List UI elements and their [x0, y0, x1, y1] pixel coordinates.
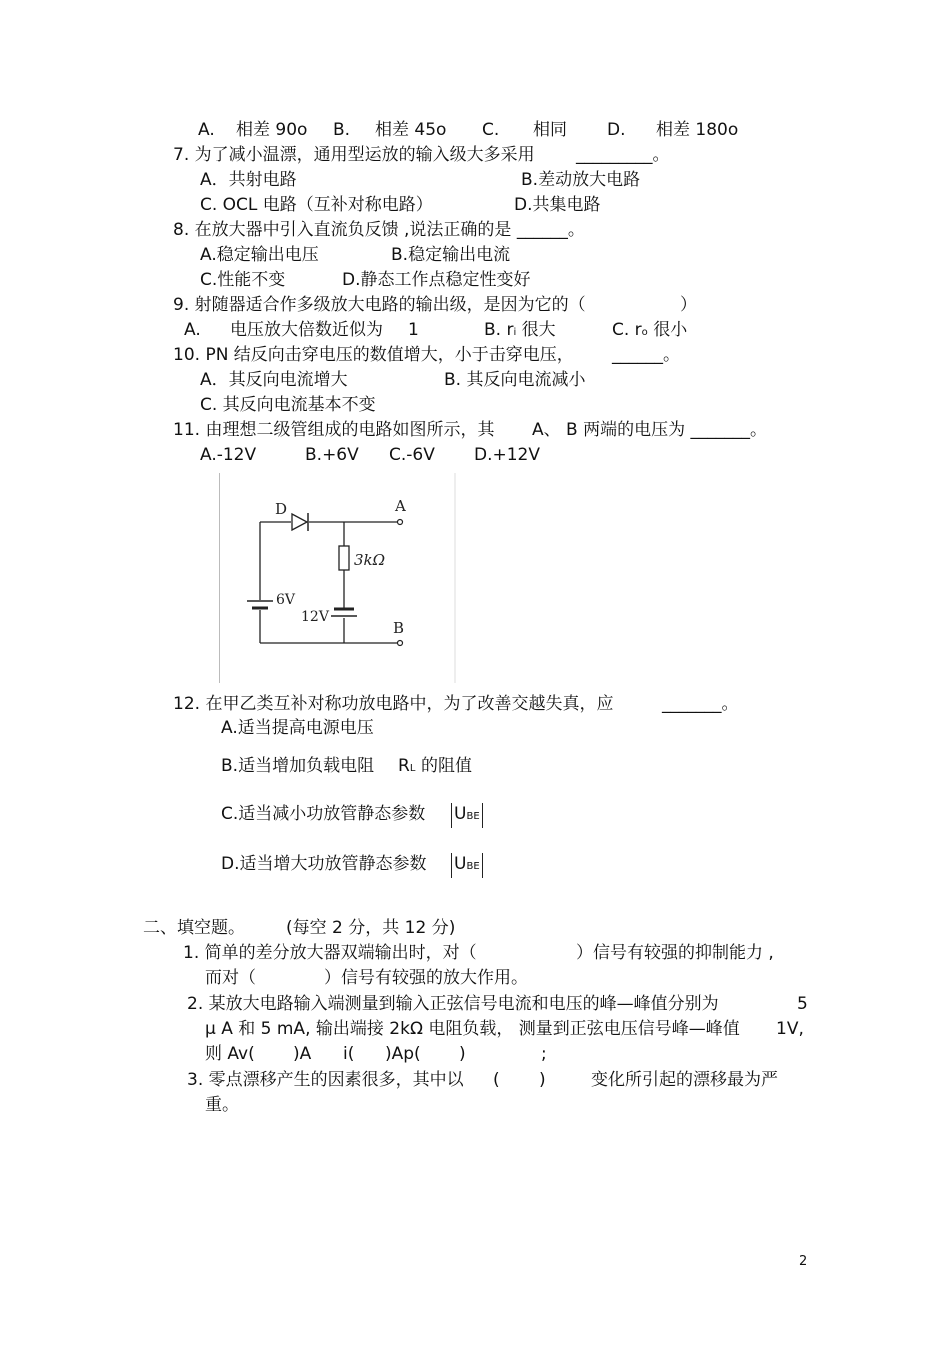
fill2-line1: 2. 某放大电路输入端测量到输入正弦信号电流和电压的峰—峰值分别为	[187, 994, 719, 1014]
q8-option-a: A.稳定输出电压	[200, 245, 319, 265]
fill3-line2: 重。	[205, 1095, 239, 1115]
q11-option-c: C.-6V	[389, 445, 435, 465]
q12-stem: 12. 在甲乙类互补对称功放电路中，为了改善交越失真，应	[173, 694, 614, 714]
section2-note: (每空 2 分，共 12 分)	[286, 918, 456, 938]
q12-blank: _______。	[662, 694, 739, 714]
q12-option-a: A.适当提高电源电压	[221, 718, 374, 738]
q12-option-b-r: R	[398, 756, 410, 776]
fill2-value-5: 5	[797, 994, 808, 1014]
resistor-label: 3kΩ	[354, 551, 386, 569]
q9-option-c	[612, 319, 687, 344]
page-number: 2	[799, 1254, 808, 1269]
q12-option-c-u: U	[454, 804, 467, 824]
q7-option-d: D.共集电路	[514, 195, 601, 215]
q12-option-d-u: U	[454, 854, 467, 874]
q6-option-d-text: 相差 180o	[656, 120, 739, 140]
q12-option-d: D.适当增大功放管静态参数	[221, 854, 427, 874]
q9-option-a: A.	[184, 320, 201, 340]
q11-option-a: A.-12V	[200, 445, 257, 465]
q7-option-a: A．共射电路	[200, 170, 297, 190]
q6-option-a-text: 相差 90o	[236, 120, 308, 140]
q9-option-c-subscript: o	[641, 327, 648, 338]
q9-option-b-text: 很大	[521, 320, 556, 340]
q7-option-b: B.差动放大电路	[521, 170, 641, 190]
q12-option-b: B.适当增加负载电阻	[221, 756, 375, 776]
fill2-av: 则 Av(	[205, 1044, 255, 1064]
q7-option-c: C. OCL 电路（互补对称电路）	[200, 195, 433, 215]
fill3-paren-close: )	[539, 1070, 546, 1090]
q11-stem-ab: A、 B 两端的电压为 _______。	[532, 420, 768, 440]
terminal-b	[398, 641, 403, 646]
fill3-paren-open: (	[493, 1070, 500, 1090]
q8-option-c: C.性能不变	[200, 270, 286, 290]
circuit-diagram	[219, 473, 457, 683]
fill2-ap-close: )	[459, 1044, 466, 1064]
q12-option-c: C.适当减小功放管静态参数	[221, 804, 426, 824]
fill1-line2: 而对（	[205, 968, 256, 988]
diode-symbol	[292, 514, 307, 530]
q12-option-c-be: BE	[466, 811, 480, 822]
fill1-line1: 1. 简单的差分放大器双端输出时，对（	[183, 943, 477, 963]
q12-option-b-r-subscript: L	[409, 763, 416, 774]
q7-stem: 7. 为了减小温漂，通用型运放的输入级大多采用	[173, 145, 535, 165]
fill2-ap: )Ap(	[385, 1044, 421, 1064]
q6-option-b-text: 相差 45o	[375, 120, 447, 140]
q9-option-a-text: 电压放大倍数近似为	[230, 320, 383, 340]
terminal-a-label: A	[395, 497, 406, 515]
terminal-a	[398, 520, 403, 525]
q8-option-b: B.稳定输出电流	[391, 245, 511, 265]
q12-option-b-symbol	[398, 755, 415, 780]
q10-option-c: C. 其反向电流基本不变	[200, 395, 376, 415]
q12-option-c-ube	[451, 803, 483, 828]
q9-option-c-text: 很小	[653, 320, 688, 340]
q9-option-c-label: C. r	[612, 320, 642, 340]
q9-option-a-value: 1	[408, 320, 419, 340]
q7-blank: _________。	[576, 145, 670, 165]
q10-option-b: B. 其反向电流减小	[444, 370, 586, 390]
q6-option-c-text: 相同	[533, 120, 567, 140]
fill2-ai: i(	[343, 1044, 355, 1064]
fill2-value-1v: 1V,	[776, 1019, 804, 1039]
q9-option-b-label: B. r	[484, 320, 514, 340]
q9-close-paren: ）	[680, 295, 697, 315]
q12-option-d-be: BE	[466, 861, 480, 872]
q9-option-b	[484, 319, 556, 344]
q6-option-a: A.	[198, 120, 215, 140]
q9-option-b-subscript: i	[513, 327, 517, 338]
section2-title: 二、填空题。	[143, 918, 245, 938]
q8-option-d: D.静态工作点稳定性变好	[342, 270, 531, 290]
q12-option-d-ube	[451, 853, 483, 878]
q6-option-b: B.	[333, 120, 351, 140]
terminal-b-label: B	[393, 619, 405, 637]
fill2-a: )A	[293, 1044, 312, 1064]
battery-12v-symbol	[331, 609, 357, 616]
q10-stem: 10. PN 结反向击穿电压的数值增大，小于击穿电压，	[173, 345, 574, 365]
battery-6v-symbol	[247, 601, 273, 608]
q6-option-c: C.	[482, 120, 500, 140]
q8-stem: 8. 在放大器中引入直流负反馈 ,说法正确的是 ______。	[173, 220, 585, 240]
q11-stem: 11. 由理想二级管组成的电路如图所示，其	[173, 420, 495, 440]
battery-6v-label: 6V	[276, 592, 296, 608]
battery-12v-label: 12V	[301, 609, 329, 625]
q12-option-b-tail: 的阻值	[421, 756, 472, 776]
q10-blank: ______。	[612, 345, 680, 365]
diode-label: D	[275, 500, 288, 518]
fill3-line1: 3. 零点漂移产生的因素很多，其中以	[187, 1070, 464, 1090]
fill2-semicolon: ;	[541, 1044, 547, 1064]
q6-option-d: D.	[607, 120, 626, 140]
fill2-line2: μ A 和 5 mA, 输出端接 2kΩ 电阻负载， 测量到正弦电压信号峰—峰值	[205, 1019, 740, 1039]
fill3-tail: 变化所引起的漂移最为严	[591, 1070, 778, 1090]
q9-stem: 9. 射随器适合作多级放大电路的输出级，是因为它的（	[173, 295, 586, 315]
fill1-line2-tail: ）信号有较强的放大作用。	[324, 968, 528, 988]
resistor-symbol	[339, 546, 349, 570]
q11-option-d: D.+12V	[474, 445, 540, 465]
q11-option-b: B.+6V	[305, 445, 359, 465]
fill1-line1-tail: ）信号有较强的抑制能力 ,	[576, 943, 774, 963]
q10-option-a: A．其反向电流增大	[200, 370, 348, 390]
